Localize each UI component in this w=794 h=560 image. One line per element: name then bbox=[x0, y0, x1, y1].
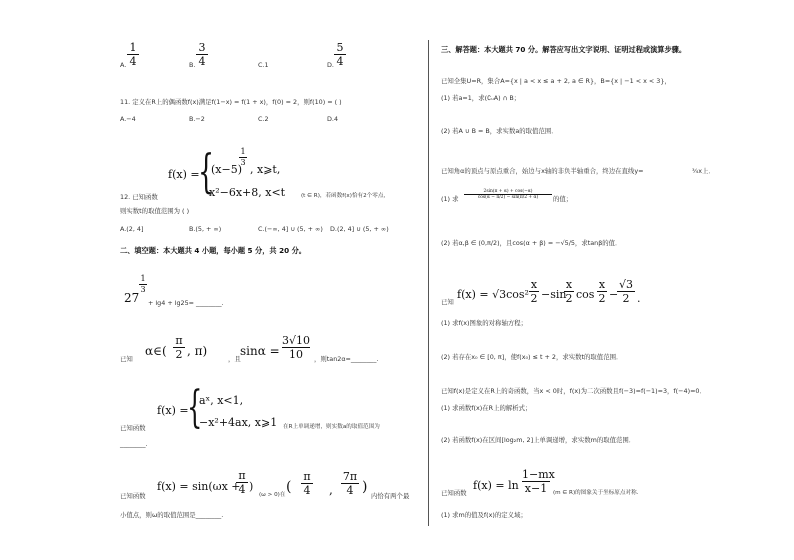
q12-case1-cond: , x⩾t, bbox=[250, 163, 281, 176]
q19-part-2: (2) 若存在x₀ ∈ [0, π]，使f(x₀) ≤ t + 2，求实数t的取值范围． bbox=[441, 353, 623, 361]
q19-fx: f(x) = √3cos² bbox=[457, 288, 529, 301]
q12-option-d: D.(2, 4] ∪ (5, + ∞) bbox=[330, 225, 389, 233]
q12-case2: x²−6x+8, x<t bbox=[209, 186, 286, 199]
q20-part-2: (2) 若函数f(x)在区间[log₂m, 2]上单调递增，求实数m的取值范围． bbox=[441, 436, 636, 444]
q18-part-2: (2) 若α,β ∈ (0,π/2)，且cos(α + β) = −√5/5，求tanβ的值． bbox=[441, 239, 622, 247]
fraction-denominator: 2 bbox=[530, 292, 538, 305]
q17-part-1: (1) 若a=1，求(∁ᵤA) ∩ B； bbox=[441, 94, 521, 102]
q13-exponent bbox=[139, 275, 147, 294]
q21-fx: f(x) = ln bbox=[473, 479, 519, 492]
option-a-label: A. bbox=[120, 61, 127, 69]
fraction-denominator: cos(α − π/2) − sin(π/2 + α) bbox=[477, 195, 539, 200]
q16-tail: 内恰有两个最 bbox=[371, 492, 410, 500]
q19-half-x-3 bbox=[597, 279, 607, 304]
q13-base: 27 bbox=[124, 291, 140, 305]
q21-part-1: (1) 求m的值及f(x)的定义域； bbox=[441, 511, 527, 519]
q16-fx: f(x) = sin(ωx + bbox=[157, 480, 241, 493]
column-divider bbox=[428, 40, 429, 526]
q16-line2: 小值点，则ω的取值范围是________. bbox=[120, 511, 224, 519]
q21-prefix: 已知函数 bbox=[441, 489, 467, 497]
fraction-numerator: 1 bbox=[240, 147, 246, 156]
fraction-denominator: 3 bbox=[140, 285, 146, 294]
fraction-denominator: 4 bbox=[238, 483, 246, 496]
fraction-numerator: 1 bbox=[129, 41, 137, 54]
q12-after: (t ∈ R)，若函数f(x)恰有2个零点， bbox=[301, 193, 390, 199]
q14-prefix: 已知 bbox=[120, 355, 133, 363]
fraction-numerator: 5 bbox=[336, 41, 344, 54]
q20-part-1: (1) 求函数f(x)在R上的解析式； bbox=[441, 404, 532, 412]
fraction-numerator: x bbox=[565, 278, 573, 291]
q11-option-a: A.−4 bbox=[120, 115, 136, 123]
fraction-denominator: 2 bbox=[175, 348, 183, 361]
fraction-numerator: 3√10 bbox=[282, 334, 311, 347]
section-2-header: 二、填空题：本大题共 4 小题，每小题 5 分，共 20 分。 bbox=[120, 246, 306, 255]
q19-minus: − bbox=[609, 288, 619, 301]
q18-slope: ¾x上． bbox=[692, 167, 715, 175]
option-b-label: B. bbox=[189, 61, 196, 69]
q18-fraction bbox=[464, 189, 552, 200]
q19-part-1: (1) 求f(x)图象的对称轴方程； bbox=[441, 319, 528, 327]
fraction-numerator: 2sin(π + α) + cos(−α) bbox=[483, 189, 533, 194]
fraction-numerator: π bbox=[175, 334, 183, 347]
q17-text: 已知全集U=R，集合A={x | a < x ≤ a + 2, a ∈ R}，B={x | −1 < x < 3}， bbox=[441, 77, 671, 85]
q19-half-x-1 bbox=[529, 279, 539, 304]
q15-case1: aˣ, x<1, bbox=[199, 394, 244, 407]
q12-exponent bbox=[239, 148, 247, 167]
question-11-text: 11. 定义在R上的偶函数f(x)满足f(1−x) = f(1 + x)，f(0) = 2，则f(10) = ( ) bbox=[120, 98, 342, 106]
fraction-denominator: 4 bbox=[303, 484, 311, 497]
q19-root3-half bbox=[617, 279, 635, 304]
q12-option-b: B.(5, + ∞) bbox=[189, 225, 222, 233]
q21-log-fraction bbox=[522, 468, 555, 495]
q11-option-c: C.2 bbox=[258, 115, 269, 123]
fraction-numerator: 7π bbox=[342, 470, 358, 483]
fraction-denominator: 10 bbox=[289, 348, 303, 361]
q14-sin-value bbox=[282, 335, 310, 360]
q16-cond: (ω > 0)在 bbox=[259, 492, 286, 498]
q12-line2: 则实数t的取值范围为 ( ) bbox=[120, 207, 190, 215]
q12-fx: f(x) = bbox=[168, 168, 200, 181]
q12-option-c: C.(−∞, 4] ∪ (5, + ∞) bbox=[258, 225, 323, 233]
q12-case1-base: (x−5) bbox=[211, 163, 243, 176]
option-a-fraction bbox=[127, 42, 139, 67]
q19-end: . bbox=[637, 292, 641, 305]
fraction-numerator: x bbox=[598, 278, 606, 291]
q16-prefix: 已知函数 bbox=[120, 492, 146, 500]
option-d-label: D. bbox=[327, 61, 334, 69]
q16-interval-start bbox=[301, 471, 313, 496]
option-d-fraction bbox=[334, 42, 346, 67]
q13-rest: + lg4 + lg25= ________. bbox=[148, 299, 224, 307]
q14-comma-pi: , π) bbox=[187, 344, 208, 358]
q14-sin-eq: sinα = bbox=[240, 344, 280, 358]
fraction-denominator: 4 bbox=[336, 55, 344, 68]
fraction-denominator: x−1 bbox=[524, 482, 548, 495]
fraction-denominator: 3 bbox=[240, 158, 246, 167]
q17-part-2: (2) 若A ∪ B = B，求实数a的取值范围． bbox=[441, 127, 558, 135]
fraction-numerator: 3 bbox=[198, 41, 206, 54]
fraction-numerator: π bbox=[238, 469, 246, 482]
fraction-denominator: 2 bbox=[622, 292, 630, 305]
q15-tail: 在R上单调递增，则实数a的取值范围为 bbox=[283, 424, 380, 430]
left-brace-icon: { bbox=[198, 144, 215, 198]
fraction-numerator: 1 bbox=[140, 274, 146, 283]
fraction-denominator: 4 bbox=[129, 55, 137, 68]
fraction-denominator: 4 bbox=[198, 55, 206, 68]
q15-prefix: 已知函数 bbox=[120, 424, 146, 432]
q15-blank: ________. bbox=[120, 440, 148, 448]
question-12-number: 12. 已知函数 bbox=[120, 193, 158, 201]
q21-tail: (m ∈ R)的图象关于坐标原点对称． bbox=[553, 490, 643, 496]
fraction-numerator: π bbox=[303, 470, 311, 483]
fraction-denominator: 2 bbox=[565, 292, 573, 305]
option-b-fraction bbox=[196, 42, 208, 67]
q18-part-1-prefix: (1) 求 bbox=[441, 195, 459, 203]
fraction-numerator: x bbox=[530, 278, 538, 291]
q14-tail: ，则tan2α=________. bbox=[314, 355, 379, 363]
q16-close2: ) bbox=[362, 479, 368, 495]
q14-pi-half bbox=[173, 335, 185, 360]
q16-pi-quarter bbox=[236, 470, 248, 495]
q14-and: ，且 bbox=[228, 355, 241, 363]
q19-cos: cos bbox=[576, 288, 595, 301]
fraction-denominator: 2 bbox=[598, 292, 606, 305]
q16-interval-end bbox=[341, 471, 359, 496]
q19-half-x-2 bbox=[564, 279, 574, 304]
q16-close: ) bbox=[249, 480, 254, 493]
fraction-numerator: √3 bbox=[618, 278, 633, 291]
q15-case2: −x²+4ax, x⩾1 bbox=[199, 416, 278, 429]
q19-prefix: 已知 bbox=[441, 298, 454, 306]
q18-part-1-suffix: 的值； bbox=[553, 195, 573, 203]
fraction-numerator: 1−mx bbox=[522, 468, 555, 481]
q20-text: 已知f(x)是定义在R上的奇函数，当x < 0时，f(x)为二次函数且f(−3)=f(−1)=3，f(−4)=0． bbox=[441, 387, 706, 395]
q18-text: 已知角α的顶点与原点重合，始边与x轴的非负半轴重合，终边在直线y= bbox=[441, 167, 644, 175]
q11-option-d: D.4 bbox=[327, 115, 339, 123]
q12-option-a: A.(2, 4] bbox=[120, 225, 144, 233]
left-brace-icon: { bbox=[187, 382, 203, 433]
q15-fx: f(x) = bbox=[157, 404, 189, 417]
q16-open: ( bbox=[286, 479, 292, 495]
option-c: C.1 bbox=[258, 61, 269, 69]
fraction-denominator: 4 bbox=[346, 484, 354, 497]
q16-sep: , bbox=[329, 483, 333, 497]
q14-alpha-in: α∈( bbox=[145, 344, 167, 358]
q19-mid: −sin bbox=[541, 288, 567, 301]
section-3-header: 三、解答题：本大题共 70 分。解答应写出文字说明、证明过程或演算步骤。 bbox=[441, 45, 687, 54]
q11-option-b: B.−2 bbox=[189, 115, 205, 123]
